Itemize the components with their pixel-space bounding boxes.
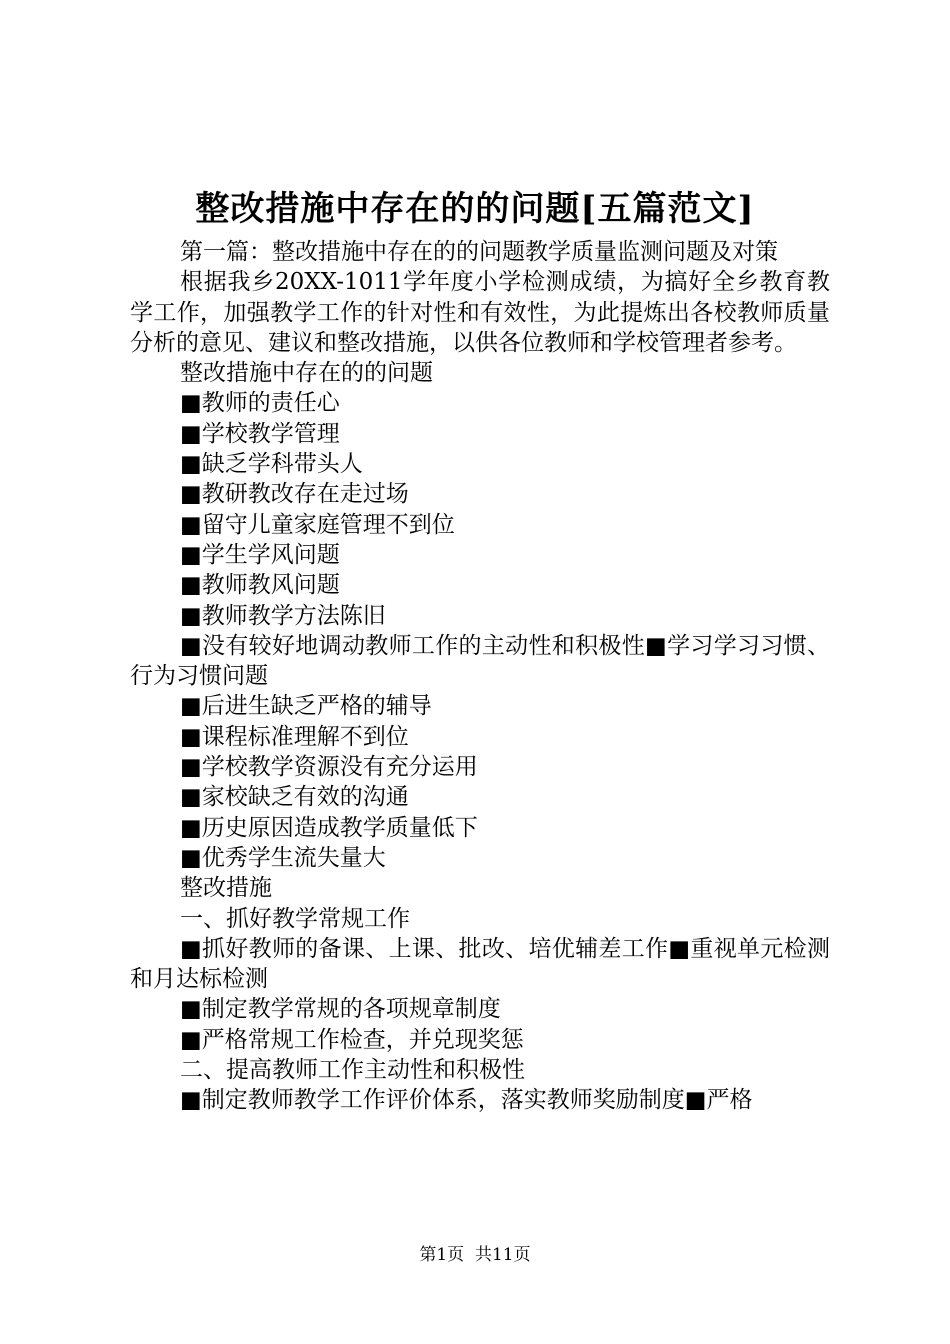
paragraph-problems-heading: 整改措施中存在的的问题 — [180, 360, 433, 387]
list-item: ■学生学风问题 — [180, 541, 340, 568]
paragraph-subheading: 一、抓好教学常规工作 — [180, 905, 410, 932]
paragraph-intro: 根据我乡20XX-1011学年度小学检测成绩，为搞好全乡教育教学工作，加强教学工作的针对性和有效性，为此提炼出各校教师质量分析的意见、建议和整改措施，以供各位教师和学校管理者参考。 — [130, 269, 830, 356]
page-footer: 第1页 共11页 — [419, 1245, 531, 1265]
document-body — [130, 237, 830, 1116]
paragraph-section-heading: 第一篇：整改措施中存在的的问题教学质量监测问题及对策 — [180, 239, 778, 265]
paragraph-measures-heading: 整改措施 — [180, 875, 272, 902]
list-item: ■留守儿童家庭管理不到位 — [180, 511, 455, 538]
list-item: ■历史原因造成教学质量低下 — [180, 814, 478, 841]
list-item: ■家校缺乏有效的沟通 — [180, 784, 409, 811]
list-item: ■没有较好地调动教师工作的主动性和积极性■学习学习习惯、行为习惯问题 — [130, 632, 830, 690]
list-item: ■缺乏学科带头人 — [180, 451, 363, 478]
list-item: ■制定教学常规的各项规章制度 — [180, 996, 501, 1023]
list-item: ■制定教师教学工作评价体系，落实教师奖励制度■严格 — [180, 1087, 753, 1114]
list-item: ■抓好教师的备课、上课、批改、培优辅差工作■重视单元检测和月达标检测 — [130, 935, 830, 993]
list-item: ■优秀学生流失量大 — [180, 844, 386, 871]
list-item: ■教师教风问题 — [180, 572, 340, 599]
list-item: ■教师教学方法陈旧 — [180, 602, 386, 629]
list-item: ■后进生缺乏严格的辅导 — [180, 693, 432, 720]
list-item: ■教师的责任心 — [180, 390, 340, 417]
paragraph-subheading: 二、提高教师工作主动性和积极性 — [180, 1057, 525, 1084]
list-item: ■严格常规工作检查，并兑现奖惩 — [180, 1026, 524, 1053]
list-item: ■课程标准理解不到位 — [180, 723, 409, 750]
list-item: ■学校教学管理 — [180, 420, 340, 447]
list-item: ■教研教改存在走过场 — [180, 481, 409, 508]
document-title: 整改措施中存在的的问题[五篇范文] — [195, 189, 755, 229]
list-item: ■学校教学资源没有充分运用 — [180, 754, 478, 781]
